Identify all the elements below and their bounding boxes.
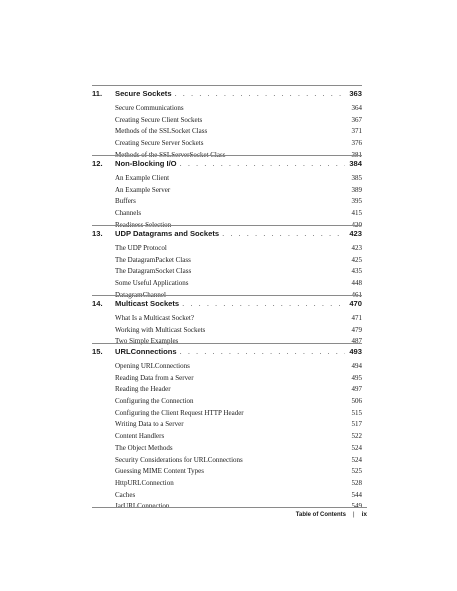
chapter-page-number: 470 [349,299,362,308]
footer-label: Table of Contents [295,512,347,518]
section-title: The DatagramSocket Class [115,267,192,276]
chapter-title: UDP Datagrams and Sockets [115,229,220,238]
section-page-number: 395 [351,197,362,206]
section-entry[interactable] [92,362,362,374]
footer-page-number: ix [361,511,367,518]
section-title: Configuring the Connection [115,397,194,406]
chapter-heading[interactable] [92,229,362,244]
chapter-title: Secure Sockets [115,89,172,98]
chapter-number: 15. [92,347,103,356]
chapter-11 [92,85,362,162]
section-page-number: 423 [351,244,362,252]
section-page-number: 497 [351,385,362,394]
section-title: What Is a Multicast Socket? [115,314,194,322]
section-entry[interactable] [92,385,362,397]
section-entry[interactable] [92,267,362,279]
chapter-number: 14. [92,299,103,308]
dot-leader [222,229,345,238]
section-page-number: 525 [351,467,362,476]
section-title: Two Simple Examples [115,337,179,346]
chapter-title: Non-Blocking I/O [115,159,177,168]
section-list [92,244,362,302]
section-entry[interactable] [92,409,362,421]
section-page-number: 524 [351,455,362,464]
section-title: Some Useful Applications [115,279,189,288]
section-title: Channels [115,209,142,218]
section-entry[interactable] [92,420,362,432]
section-entry[interactable] [92,456,362,468]
chapter-number: 11. [92,89,103,98]
section-page-number: 376 [351,139,362,148]
section-page-number: 549 [351,502,362,511]
chapter-title: Multicast Sockets [115,299,180,308]
section-page-number: 506 [351,397,362,406]
section-page-number: 435 [351,267,362,276]
section-entry[interactable] [92,326,362,338]
section-title: Caches [115,490,136,499]
section-entry[interactable] [92,479,362,491]
section-list [92,104,362,162]
section-title: Content Handlers [115,432,165,441]
section-entry[interactable] [92,444,362,456]
section-entry[interactable] [92,174,362,186]
chapter-heading[interactable] [92,347,362,362]
chapter-15 [92,343,362,514]
section-title: DatagramChannel [115,290,166,299]
section-title: Working with Multicast Sockets [115,325,206,334]
section-page-number: 515 [351,408,362,417]
footer-rule [92,507,367,508]
dot-leader [175,89,345,98]
section-title: HttpURLConnection [115,478,174,487]
chapter-number: 12. [92,159,103,168]
page-footer [92,511,367,518]
chapter-heading[interactable] [92,299,362,314]
chapter-page-number: 363 [349,89,362,98]
section-title: The DatagramPacket Class [115,255,191,264]
section-entry[interactable] [92,139,362,151]
section-page-number: 471 [351,314,362,322]
section-page-number: 528 [351,478,362,487]
section-page-number: 461 [351,290,362,299]
dot-leader [180,159,345,168]
section-title: Creating Secure Server Sockets [115,139,204,148]
section-title: Reading the Header [115,385,171,394]
chapter-14 [92,295,362,349]
section-title: Guessing MIME Content Types [115,467,205,476]
chapter-heading[interactable] [92,89,362,104]
section-page-number: 420 [351,220,362,229]
section-title: The UDP Protocol [115,244,167,252]
dot-leader [180,347,345,356]
section-entry[interactable] [92,244,362,256]
section-title: Security Considerations for URLConnections [115,455,243,464]
section-entry[interactable] [92,186,362,198]
section-page-number: 494 [351,362,362,370]
section-list [92,362,362,514]
section-entry[interactable] [92,314,362,326]
section-title: Secure Communications [115,104,184,112]
dot-leader [182,299,345,308]
chapter-page-number: 423 [349,229,362,238]
section-page-number: 522 [351,432,362,441]
section-page-number: 385 [351,174,362,182]
section-page-number: 389 [351,185,362,194]
section-page-number: 517 [351,420,362,429]
section-title: Methods of the SSLServerSocket Class [115,150,226,159]
chapter-heading[interactable] [92,159,362,174]
section-page-number: 364 [351,104,362,112]
section-page-number: 415 [351,209,362,218]
chapter-number: 13. [92,229,103,238]
section-title: Configuring the Client Request HTTP Header [115,408,244,417]
chapter-12 [92,155,362,232]
section-page-number: 487 [351,337,362,346]
footer-separator: | [353,512,355,518]
section-page-number: 371 [351,127,362,136]
section-page-number: 524 [351,443,362,452]
section-title: Reading Data from a Server [115,373,194,382]
section-page-number: 425 [351,255,362,264]
section-entry[interactable] [92,104,362,116]
section-title: The Object Methods [115,443,173,452]
section-entry[interactable] [92,197,362,209]
section-title: An Example Client [115,174,170,182]
section-page-number: 495 [351,373,362,382]
section-entry[interactable] [92,127,362,139]
section-page-number: 479 [351,325,362,334]
section-entry[interactable] [92,256,362,268]
chapter-page-number: 384 [349,159,362,168]
section-entry[interactable] [92,209,362,221]
section-title: Creating Secure Client Sockets [115,115,203,124]
section-title: Buffers [115,197,136,206]
section-title: Opening URLConnections [115,362,190,370]
section-title: An Example Server [115,185,171,194]
section-title: Methods of the SSLSocket Class [115,127,208,136]
section-entry[interactable] [92,116,362,128]
chapter-page-number: 493 [349,347,362,356]
chapter-title: URLConnections [115,347,177,356]
section-entry[interactable] [92,374,362,386]
section-entry[interactable] [92,397,362,409]
section-page-number: 448 [351,279,362,288]
section-entry[interactable] [92,279,362,291]
section-entry[interactable] [92,491,362,503]
section-entry[interactable] [92,467,362,479]
section-title: Writing Data to a Server [115,420,184,429]
section-title: Readiness Selection [115,220,172,229]
section-list [92,174,362,232]
section-title: JarURLConnection [115,502,170,511]
section-page-number: 367 [351,115,362,124]
chapter-13 [92,225,362,302]
section-entry[interactable] [92,432,362,444]
section-page-number: 381 [351,150,362,159]
section-page-number: 544 [351,490,362,499]
